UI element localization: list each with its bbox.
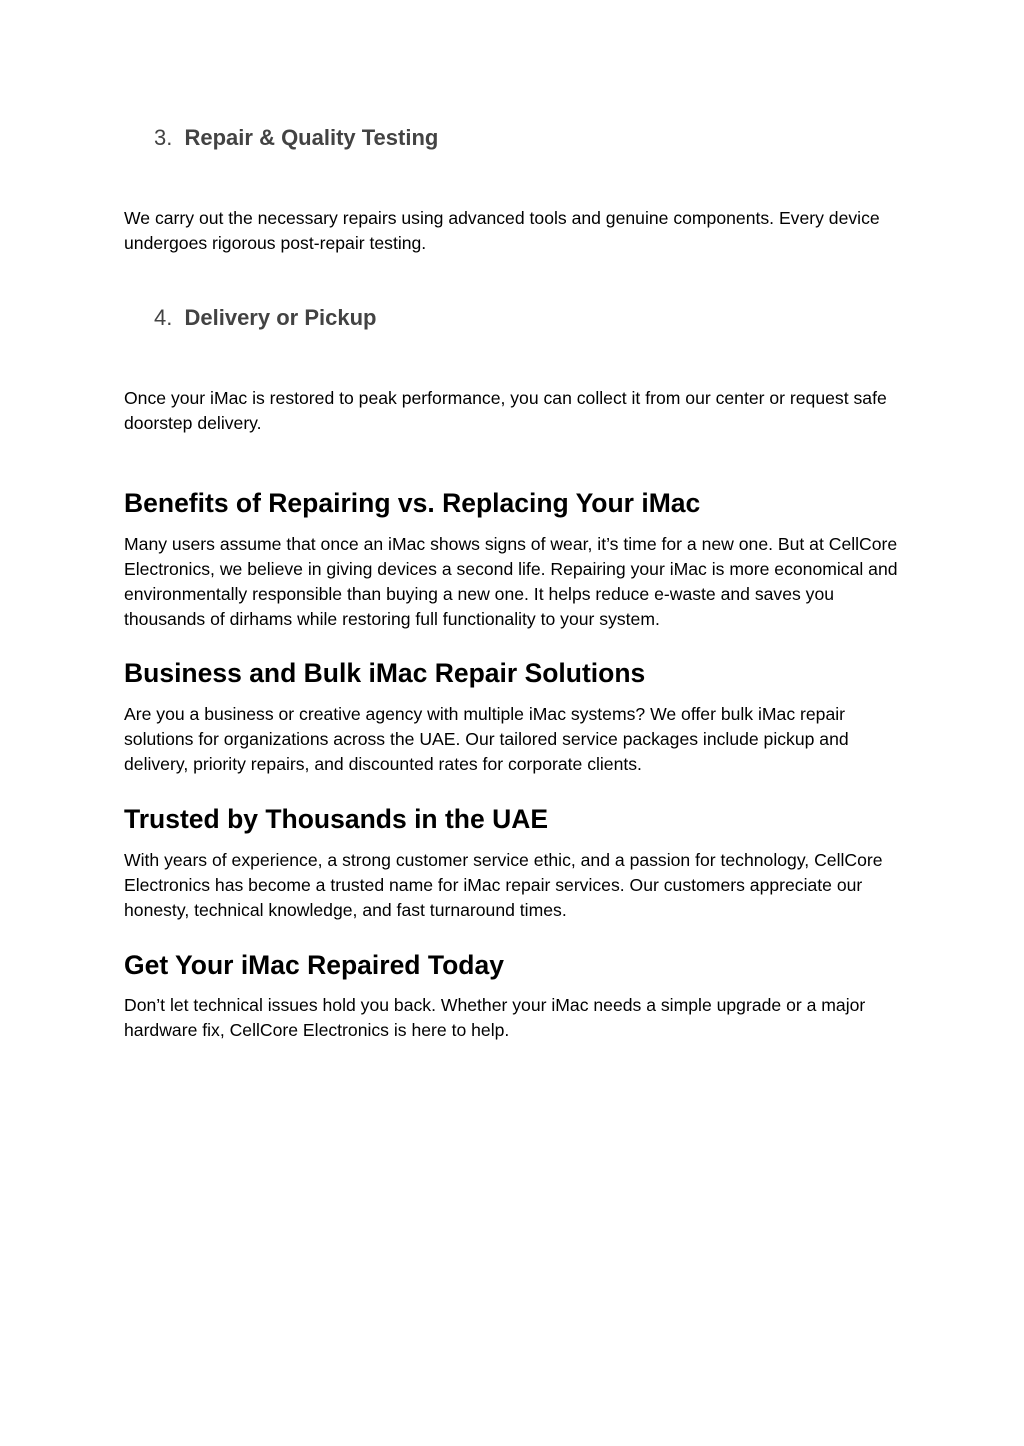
section-heading-get-repaired: Get Your iMac Repaired Today bbox=[124, 950, 504, 980]
step-paragraph-repair-testing: We carry out the necessary repairs using advanced tools and genuine components. Every device undergoes rigorous post-repair testing. bbox=[124, 208, 880, 253]
step-heading-delivery-pickup bbox=[154, 304, 376, 332]
section-body-benefits: Many users assume that once an iMac shows signs of wear, it’s time for a new one. But at CellCore Electronics, we believe in giving devices a second life. Repairing your iMac is more economical and environmentally responsible than buying a new one. It helps reduce e-waste and saves you thousands of dirhams while restoring full functionality to your system. bbox=[124, 534, 898, 629]
step-paragraph-delivery-pickup: Once your iMac is restored to peak performance, you can collect it from our center or request safe doorstep delivery. bbox=[124, 388, 887, 433]
section-body-trusted: With years of experience, a strong customer service ethic, and a passion for technology, CellCore Electronics has become a trusted name for iMac repair services. Our customers appreciate our honesty, technical knowledge, and fast turnaround times. bbox=[124, 850, 883, 920]
section-body-business-bulk: Are you a business or creative agency with multiple iMac systems? We offer bulk iMac repair solutions for organizations across the UAE. Our tailored service packages include pickup and delivery, priority repairs, and discounted rates for corporate clients. bbox=[124, 704, 849, 774]
step-number: 3. bbox=[154, 125, 173, 150]
step-heading-repair-testing bbox=[154, 124, 438, 152]
section-body-get-repaired: Don’t let technical issues hold you back. Whether your iMac needs a simple upgrade or a major hardware fix, CellCore Electronics is here to help. bbox=[124, 995, 866, 1040]
section-heading-trusted: Trusted by Thousands in the UAE bbox=[124, 804, 549, 834]
section-heading-business-bulk: Business and Bulk iMac Repair Solutions bbox=[124, 658, 646, 688]
section-heading-benefits: Benefits of Repairing vs. Replacing Your iMac bbox=[124, 488, 701, 518]
step-title: Repair & Quality Testing bbox=[184, 125, 439, 150]
step-number: 4. bbox=[154, 305, 173, 330]
step-title: Delivery or Pickup bbox=[184, 305, 377, 330]
